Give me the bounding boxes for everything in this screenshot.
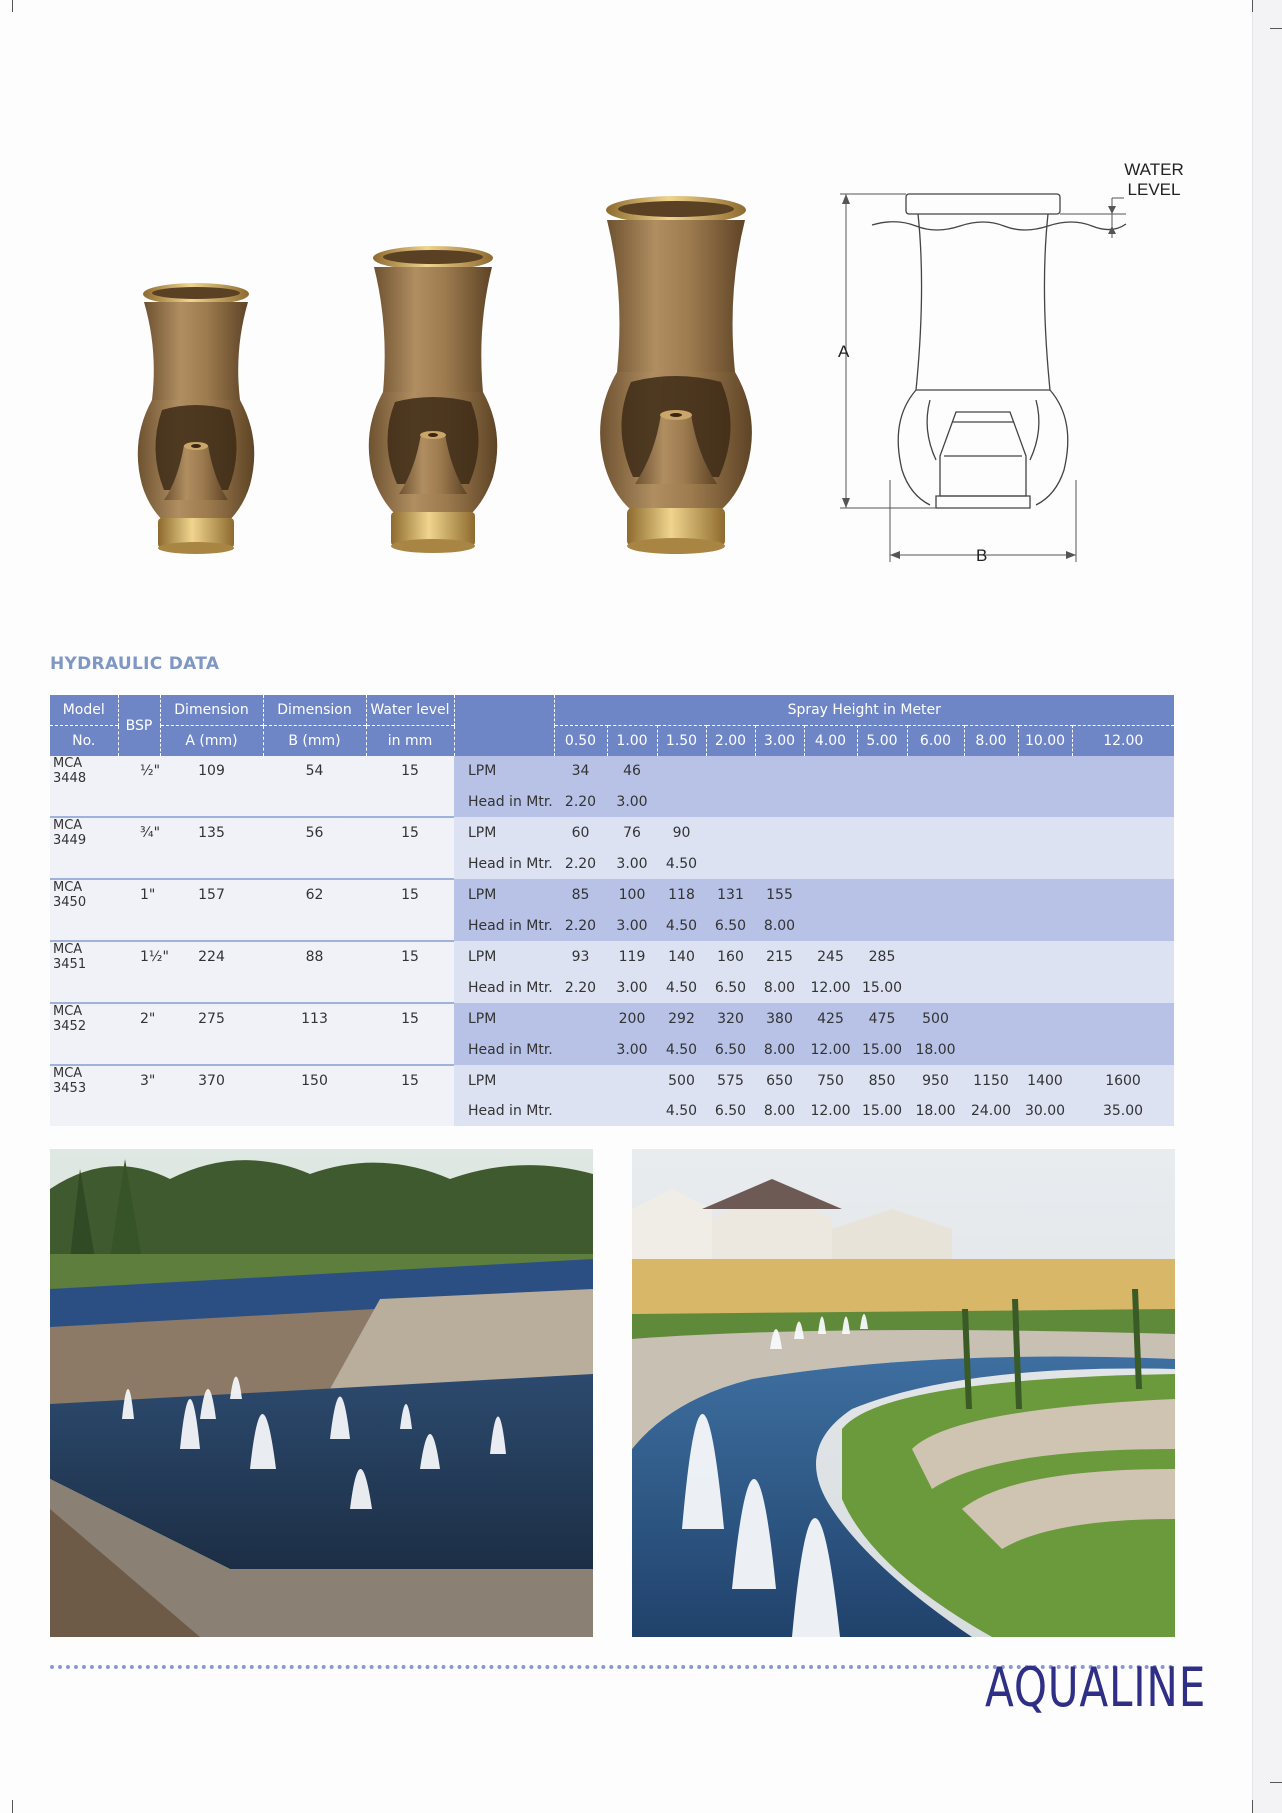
cell-head: 8.00 [755, 972, 804, 1003]
cell-lpm [964, 817, 1018, 848]
cell-lpm: 850 [857, 1065, 907, 1096]
cell-unit: Head in Mtr. [454, 910, 554, 941]
cell-lpm [755, 756, 804, 786]
cell-lpm: 155 [755, 879, 804, 910]
cell-lpm [964, 756, 1018, 786]
cell-unit: Head in Mtr. [454, 972, 554, 1003]
cell-head [1018, 786, 1072, 817]
cell-wl: 15 [366, 879, 454, 910]
cell-lpm [1072, 879, 1174, 910]
cell-unit: LPM [454, 756, 554, 786]
table-header-row [50, 695, 1174, 726]
header-water-level: Water level [366, 695, 454, 726]
cell-lpm: 34 [554, 756, 607, 786]
cell-head [554, 1096, 607, 1126]
page-edge [1252, 0, 1282, 1813]
cell-model: MCA 3450 [50, 879, 118, 910]
cell-head [1018, 910, 1072, 941]
cell-lpm [804, 879, 857, 910]
table-row [50, 1003, 1174, 1034]
cell-lpm [907, 879, 964, 910]
cell-lpm [964, 941, 1018, 972]
table-row [50, 879, 1174, 910]
cell-head [964, 972, 1018, 1003]
cell-head: 12.00 [804, 972, 857, 1003]
cell-head: 2.20 [554, 910, 607, 941]
cell-wl [366, 972, 454, 1003]
cell-model [50, 972, 118, 1003]
header-height: 4.00 [804, 726, 857, 757]
cell-head [964, 848, 1018, 879]
cell-head [804, 786, 857, 817]
cell-head [1072, 786, 1174, 817]
cell-a [160, 1096, 263, 1126]
cell-b [263, 972, 366, 1003]
cell-a [160, 786, 263, 817]
cell-model: MCA 3452 [50, 1003, 118, 1034]
cell-lpm [907, 941, 964, 972]
crop-mark [12, 0, 13, 12]
cell-head [907, 848, 964, 879]
cell-lpm [907, 817, 964, 848]
cell-unit: LPM [454, 879, 554, 910]
cell-head: 3.00 [607, 972, 657, 1003]
header-dim-a: Dimension [160, 695, 263, 726]
cell-a [160, 910, 263, 941]
cell-lpm [964, 1003, 1018, 1034]
hydraulic-data-table [50, 695, 1174, 1126]
cell-wl [366, 1096, 454, 1126]
table-row [50, 972, 1174, 1003]
cell-lpm [1018, 817, 1072, 848]
cell-head: 8.00 [755, 910, 804, 941]
header-bsp: BSP [118, 695, 160, 756]
cell-head [755, 848, 804, 879]
cell-lpm: 60 [554, 817, 607, 848]
cell-lpm [857, 879, 907, 910]
cell-lpm [1072, 756, 1174, 786]
cell-wl [366, 848, 454, 879]
cell-lpm: 200 [607, 1003, 657, 1034]
cell-a: 109 [160, 756, 263, 786]
cell-lpm: 46 [607, 756, 657, 786]
cell-lpm [1018, 1003, 1072, 1034]
cell-lpm: 380 [755, 1003, 804, 1034]
crop-mark [1270, 1782, 1282, 1783]
cell-lpm: 425 [804, 1003, 857, 1034]
header-model-sub: No. [50, 726, 118, 757]
water-level-line1: WATER [1124, 160, 1184, 179]
cell-head [1018, 848, 1072, 879]
header-height: 8.00 [964, 726, 1018, 757]
cell-lpm: 500 [657, 1065, 706, 1096]
table-row [50, 1096, 1174, 1126]
cell-lpm [607, 1065, 657, 1096]
cell-a [160, 1034, 263, 1065]
cell-lpm: 245 [804, 941, 857, 972]
crop-mark [1252, 1800, 1253, 1813]
cell-lpm [554, 1003, 607, 1034]
cell-lpm: 320 [706, 1003, 755, 1034]
technical-drawing [826, 150, 1182, 570]
table-row [50, 786, 1174, 817]
cell-lpm: 750 [804, 1065, 857, 1096]
crop-mark [1252, 0, 1253, 12]
cell-model: MCA 3453 [50, 1065, 118, 1096]
cell-head [804, 910, 857, 941]
cell-lpm: 500 [907, 1003, 964, 1034]
cell-model: MCA 3448 [50, 756, 118, 786]
cell-head [964, 786, 1018, 817]
cell-model [50, 1096, 118, 1126]
cell-head [964, 910, 1018, 941]
header-unit [454, 695, 554, 756]
cell-a: 275 [160, 1003, 263, 1034]
cell-head: 4.50 [657, 1096, 706, 1126]
cell-bsp: 2" [118, 1003, 160, 1034]
cell-a: 135 [160, 817, 263, 848]
cell-bsp [118, 848, 160, 879]
cell-lpm [1018, 879, 1072, 910]
cell-head [857, 910, 907, 941]
cell-lpm [554, 1065, 607, 1096]
cell-head: 4.50 [657, 1034, 706, 1065]
cell-head: 4.50 [657, 910, 706, 941]
cell-head: 3.00 [607, 1034, 657, 1065]
cell-head: 15.00 [857, 1034, 907, 1065]
cell-head: 6.50 [706, 910, 755, 941]
cell-head: 12.00 [804, 1034, 857, 1065]
cell-head [857, 786, 907, 817]
cell-head: 18.00 [907, 1096, 964, 1126]
cell-model: MCA 3449 [50, 817, 118, 848]
cell-bsp: ¾" [118, 817, 160, 848]
cell-b: 113 [263, 1003, 366, 1034]
cell-lpm: 1150 [964, 1065, 1018, 1096]
cell-b [263, 1096, 366, 1126]
cell-b: 54 [263, 756, 366, 786]
cell-head: 4.50 [657, 972, 706, 1003]
cell-wl: 15 [366, 756, 454, 786]
cell-head [755, 786, 804, 817]
cell-head: 2.20 [554, 972, 607, 1003]
header-height: 2.00 [706, 726, 755, 757]
header-spray-height: Spray Height in Meter [554, 695, 1174, 726]
table-row [50, 817, 1174, 848]
nozzle-image-small [128, 280, 264, 555]
cell-lpm [964, 879, 1018, 910]
header-height: 5.00 [857, 726, 907, 757]
cell-head: 30.00 [1018, 1096, 1072, 1126]
cell-head: 15.00 [857, 972, 907, 1003]
cell-lpm [706, 817, 755, 848]
water-level-label [1124, 160, 1184, 200]
cell-head [1018, 972, 1072, 1003]
nozzle-image-medium [359, 242, 507, 555]
cell-head: 3.00 [607, 786, 657, 817]
cell-unit: LPM [454, 1003, 554, 1034]
dimension-a-label: A [838, 342, 850, 361]
cell-lpm: 1400 [1018, 1065, 1072, 1096]
cell-b [263, 786, 366, 817]
cell-unit: LPM [454, 817, 554, 848]
cell-lpm [755, 817, 804, 848]
cell-head [964, 1034, 1018, 1065]
water-level-line2: LEVEL [1127, 180, 1181, 199]
cell-bsp [118, 1096, 160, 1126]
cell-b [263, 910, 366, 941]
cell-lpm: 85 [554, 879, 607, 910]
cell-head: 8.00 [755, 1034, 804, 1065]
cell-head [706, 848, 755, 879]
cell-a: 157 [160, 879, 263, 910]
cell-lpm [1072, 1003, 1174, 1034]
table-row [50, 848, 1174, 879]
cell-head: 8.00 [755, 1096, 804, 1126]
fountain-photo-pool [50, 1149, 593, 1637]
header-dim-a-sub: A (mm) [160, 726, 263, 757]
header-height: 0.50 [554, 726, 607, 757]
cell-wl: 15 [366, 1003, 454, 1034]
cell-model [50, 786, 118, 817]
cell-head [1072, 972, 1174, 1003]
cell-model [50, 1034, 118, 1065]
cell-lpm: 292 [657, 1003, 706, 1034]
cell-model: MCA 3451 [50, 941, 118, 972]
cell-a [160, 848, 263, 879]
cell-head: 2.20 [554, 786, 607, 817]
cell-lpm: 131 [706, 879, 755, 910]
cell-lpm: 93 [554, 941, 607, 972]
header-height: 12.00 [1072, 726, 1174, 757]
cell-wl: 15 [366, 817, 454, 848]
header-height: 1.00 [607, 726, 657, 757]
cell-head: 18.00 [907, 1034, 964, 1065]
cell-lpm [1072, 941, 1174, 972]
cell-bsp [118, 1034, 160, 1065]
cell-a [160, 972, 263, 1003]
crop-mark [12, 1800, 13, 1813]
cell-lpm: 160 [706, 941, 755, 972]
header-dim-b-sub: B (mm) [263, 726, 366, 757]
cell-head [1072, 848, 1174, 879]
cell-wl [366, 910, 454, 941]
cell-lpm [657, 756, 706, 786]
cell-model [50, 910, 118, 941]
cell-lpm: 90 [657, 817, 706, 848]
cell-head: 4.50 [657, 848, 706, 879]
cell-model [50, 848, 118, 879]
cell-head: 35.00 [1072, 1096, 1174, 1126]
section-title: HYDRAULIC DATA [50, 654, 220, 674]
cell-lpm [804, 756, 857, 786]
cell-head [857, 848, 907, 879]
nozzle-image-large [589, 192, 763, 554]
cell-unit: Head in Mtr. [454, 786, 554, 817]
cell-bsp: 1" [118, 879, 160, 910]
cell-unit: LPM [454, 1065, 554, 1096]
cell-a: 370 [160, 1065, 263, 1096]
cell-lpm [907, 756, 964, 786]
cell-bsp: 1½" [118, 941, 160, 972]
cell-unit: Head in Mtr. [454, 848, 554, 879]
cell-lpm [1018, 756, 1072, 786]
header-height: 3.00 [755, 726, 804, 757]
cell-head: 12.00 [804, 1096, 857, 1126]
cell-b [263, 1034, 366, 1065]
cell-head [706, 786, 755, 817]
cell-unit: LPM [454, 941, 554, 972]
cell-lpm: 950 [907, 1065, 964, 1096]
cell-lpm: 650 [755, 1065, 804, 1096]
cell-head [1018, 1034, 1072, 1065]
cell-b: 56 [263, 817, 366, 848]
cell-b: 88 [263, 941, 366, 972]
fountain-photo-resort [632, 1149, 1175, 1637]
cell-lpm: 215 [755, 941, 804, 972]
cell-lpm: 76 [607, 817, 657, 848]
cell-head [657, 786, 706, 817]
cell-lpm [857, 756, 907, 786]
cell-head: 24.00 [964, 1096, 1018, 1126]
cell-lpm [857, 817, 907, 848]
cell-wl [366, 1034, 454, 1065]
cell-head: 15.00 [857, 1096, 907, 1126]
header-dim-b: Dimension [263, 695, 366, 726]
header-model: Model [50, 695, 118, 726]
cell-head: 6.50 [706, 1096, 755, 1126]
table-row [50, 910, 1174, 941]
cell-bsp: 3" [118, 1065, 160, 1096]
table-row [50, 1065, 1174, 1096]
cell-head [907, 786, 964, 817]
cell-lpm: 118 [657, 879, 706, 910]
cell-head [1072, 1034, 1174, 1065]
table-row [50, 756, 1174, 786]
cell-b: 62 [263, 879, 366, 910]
table-row [50, 941, 1174, 972]
cell-lpm [804, 817, 857, 848]
cell-wl: 15 [366, 1065, 454, 1096]
brand-logo: AQUALINE [985, 1656, 1207, 1719]
header-height: 1.50 [657, 726, 706, 757]
cell-lpm [1072, 817, 1174, 848]
cell-a: 224 [160, 941, 263, 972]
cell-bsp [118, 910, 160, 941]
cell-unit: Head in Mtr. [454, 1034, 554, 1065]
cell-head: 2.20 [554, 848, 607, 879]
cell-bsp: ½" [118, 756, 160, 786]
cell-lpm: 285 [857, 941, 907, 972]
cell-unit: Head in Mtr. [454, 1096, 554, 1126]
cell-head [907, 910, 964, 941]
cell-bsp [118, 972, 160, 1003]
cell-head: 6.50 [706, 1034, 755, 1065]
table-row [50, 1034, 1174, 1065]
cell-head: 6.50 [706, 972, 755, 1003]
cell-b [263, 848, 366, 879]
cell-b: 150 [263, 1065, 366, 1096]
cell-bsp [118, 786, 160, 817]
header-water-level-sub: in mm [366, 726, 454, 757]
header-height: 6.00 [907, 726, 964, 757]
header-height: 10.00 [1018, 726, 1072, 757]
cell-head [804, 848, 857, 879]
cell-lpm: 475 [857, 1003, 907, 1034]
cell-head: 3.00 [607, 848, 657, 879]
cell-lpm [706, 756, 755, 786]
dimension-b-label: B [976, 546, 988, 565]
cell-wl: 15 [366, 941, 454, 972]
cell-lpm: 100 [607, 879, 657, 910]
cell-lpm: 140 [657, 941, 706, 972]
cell-head [1072, 910, 1174, 941]
cell-head [607, 1096, 657, 1126]
cell-wl [366, 786, 454, 817]
cell-lpm: 119 [607, 941, 657, 972]
cell-head: 3.00 [607, 910, 657, 941]
cell-lpm: 575 [706, 1065, 755, 1096]
cell-head [554, 1034, 607, 1065]
cell-lpm: 1600 [1072, 1065, 1174, 1096]
cell-lpm [1018, 941, 1072, 972]
crop-mark [1270, 28, 1282, 29]
table-header-row [50, 726, 1174, 757]
cell-head [907, 972, 964, 1003]
